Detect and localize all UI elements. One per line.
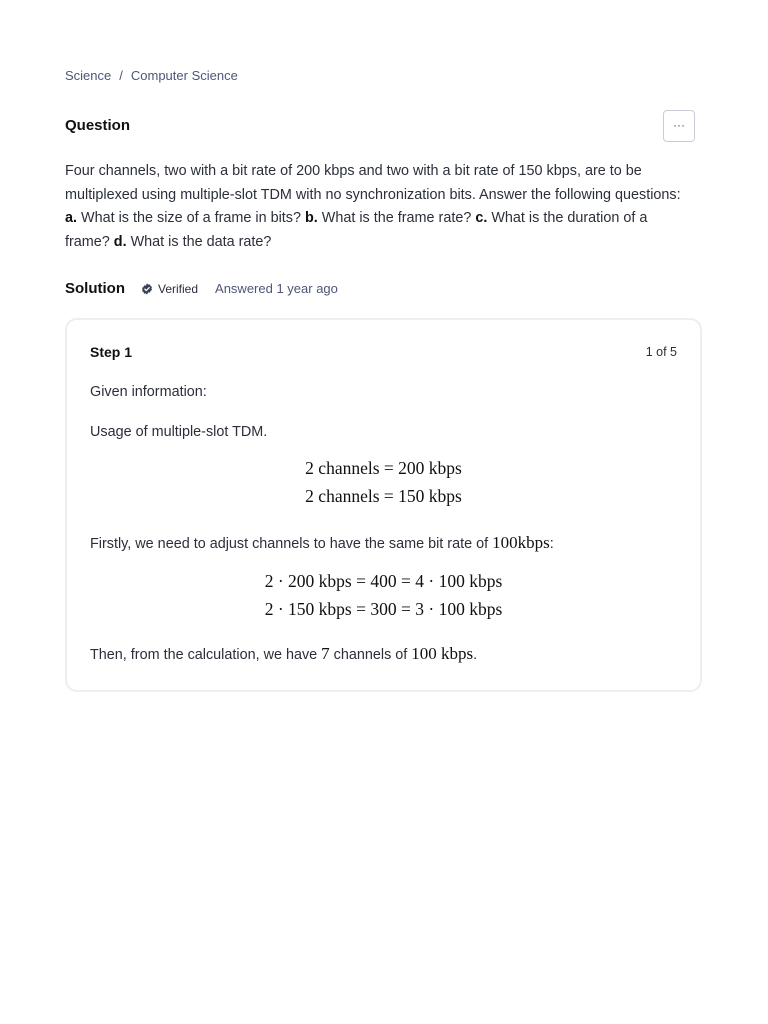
verified-label: Verified (158, 281, 199, 296)
breadcrumb-science[interactable]: Science (65, 68, 112, 83)
adjust-text-prefix: Firstly, we need to adjust channels to have the same bit rate of (90, 536, 493, 552)
part-b-label: b. (304, 210, 318, 226)
question-title: Question (65, 117, 131, 134)
equation-1: 2 channels = 200 kbps (305, 458, 462, 478)
step-title: Step 1 (90, 344, 133, 360)
breadcrumb-separator: / (119, 68, 123, 83)
adjust-text (90, 533, 554, 553)
answered-time: Answered 1 year ago (215, 281, 338, 296)
conclusion-middle: channels of (329, 647, 412, 663)
ellipsis-icon: ··· (673, 117, 685, 132)
part-c-label: c. (475, 210, 488, 226)
part-b-text: What is the frame rate? (317, 210, 476, 226)
part-a-text: What is the size of a frame in bits? (77, 210, 305, 226)
adjust-math: 100kbps (492, 533, 550, 552)
adjust-text-end: : (549, 536, 554, 552)
given-info-text: Given information: (90, 384, 207, 400)
conclusion-count: 7 (321, 644, 330, 663)
equation-2: 2 channels = 150 kbps (305, 486, 462, 506)
conclusion-prefix: Then, from the calculation, we have (90, 647, 322, 663)
verified-check-icon (141, 283, 153, 295)
question-text (65, 160, 695, 254)
breadcrumb-computer-science[interactable]: Computer Science (130, 68, 238, 83)
equation-4: 2 · 150 kbps = 300 = 3 · 100 kbps (264, 599, 503, 619)
more-options-button[interactable] (663, 110, 695, 142)
conclusion-text (90, 644, 477, 664)
equation-3: 2 · 200 kbps = 400 = 4 · 100 kbps (264, 571, 503, 591)
part-a-label: a. (65, 210, 78, 226)
part-d-label: d. (113, 233, 127, 250)
question-intro: Four channels, two with a bit rate of 200 kbps and two with a bit rate of 150 kbps, are to be multiplexed using multiple-slot TDM with no synchronization bits. Answer the following questions: (65, 163, 681, 203)
step-counter: 1 of 5 (645, 345, 677, 359)
breadcrumb (65, 68, 238, 83)
step-card (65, 318, 702, 692)
verified-badge (141, 282, 198, 296)
usage-text: Usage of multiple-slot TDM. (90, 424, 268, 440)
conclusion-end: . (473, 647, 478, 663)
question-header (65, 110, 695, 144)
solution-title: Solution (65, 280, 125, 297)
conclusion-rate: 100 kbps (411, 644, 474, 663)
solution-header (65, 280, 338, 297)
part-c-text: What is the duration of a frame? (65, 210, 648, 250)
part-d-text: What is the data rate? (126, 233, 272, 250)
